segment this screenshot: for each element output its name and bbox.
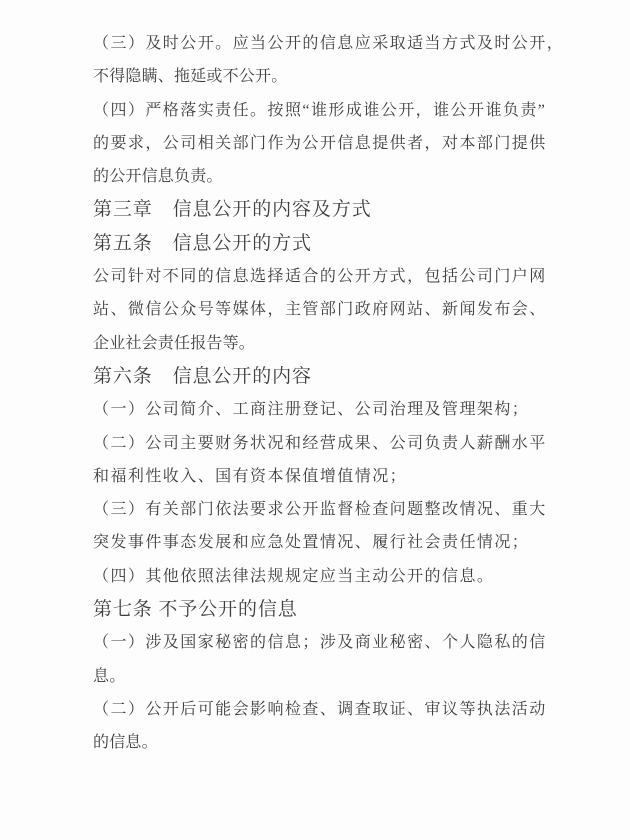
text-line: 的信息。: [93, 734, 158, 752]
article-heading-paragraph: [93, 593, 590, 626]
text-line: （二）公开后可能会影响检查、调查取证、审议等执法活动: [93, 700, 547, 718]
article-heading: 第七条 不予公开的信息: [93, 599, 298, 621]
text-line: 的要求，公司相关部门作为公开信息提供者，对本部门提供: [93, 134, 547, 152]
list-item-paragraph: [93, 693, 590, 760]
text-line: 和福利性收入、国有资本保值增值情况；: [93, 467, 408, 485]
text-line: 站、微信公众号等媒体，主管部门政府网站、新闻发布会、: [93, 301, 547, 319]
text-line: （四）其他依照法律法规规定应当主动公开的信息。: [93, 567, 495, 585]
list-item-paragraph: [93, 626, 590, 693]
body-paragraph: [93, 260, 590, 360]
clause-paragraph: [93, 94, 590, 194]
chapter-heading-paragraph: [93, 193, 590, 226]
clause-paragraph: [93, 27, 590, 94]
list-item-paragraph: [93, 427, 590, 494]
article-heading-paragraph: [93, 227, 590, 260]
list-item-paragraph: [93, 493, 590, 560]
text-line: 公司针对不同的信息选择适合的公开方式，包括公司门户网: [93, 268, 547, 286]
article-heading: 第六条 信息公开的内容: [93, 365, 312, 387]
text-line: （一）公司简介、工商注册登记、公司治理及管理架构；: [93, 401, 530, 419]
text-line: 的公开信息负责。: [93, 168, 223, 186]
chapter-heading: 第三章 信息公开的内容及方式: [93, 199, 372, 221]
article-heading: 第五条 信息公开的方式: [93, 232, 312, 254]
text-line: （三）有关部门依法要求公开监督检查问题整改情况、重大: [93, 501, 547, 519]
text-line: （四）严格落实责任。按照“谁形成谁公开，谁公开谁负责”: [93, 101, 547, 119]
list-item-paragraph: [93, 560, 590, 593]
text-line: 息。: [93, 667, 126, 685]
text-line: 突发事件事态发展和应急处置情况、履行社会责任情况；: [93, 534, 530, 552]
article-heading-paragraph: [93, 360, 590, 393]
text-line: （一）涉及国家秘密的信息；涉及商业秘密、个人隐私的信: [93, 634, 547, 652]
text-line: （三）及时公开。应当公开的信息应采取适当方式及时公开，: [93, 35, 565, 52]
text-line: 企业社会责任报告等。: [93, 334, 256, 352]
text-line: 不得隐瞒、拖延或不公开。: [93, 68, 288, 86]
text-line: （二）公司主要财务状况和经营成果、公司负责人薪酬水平: [93, 434, 547, 452]
list-item-paragraph: [93, 393, 590, 426]
